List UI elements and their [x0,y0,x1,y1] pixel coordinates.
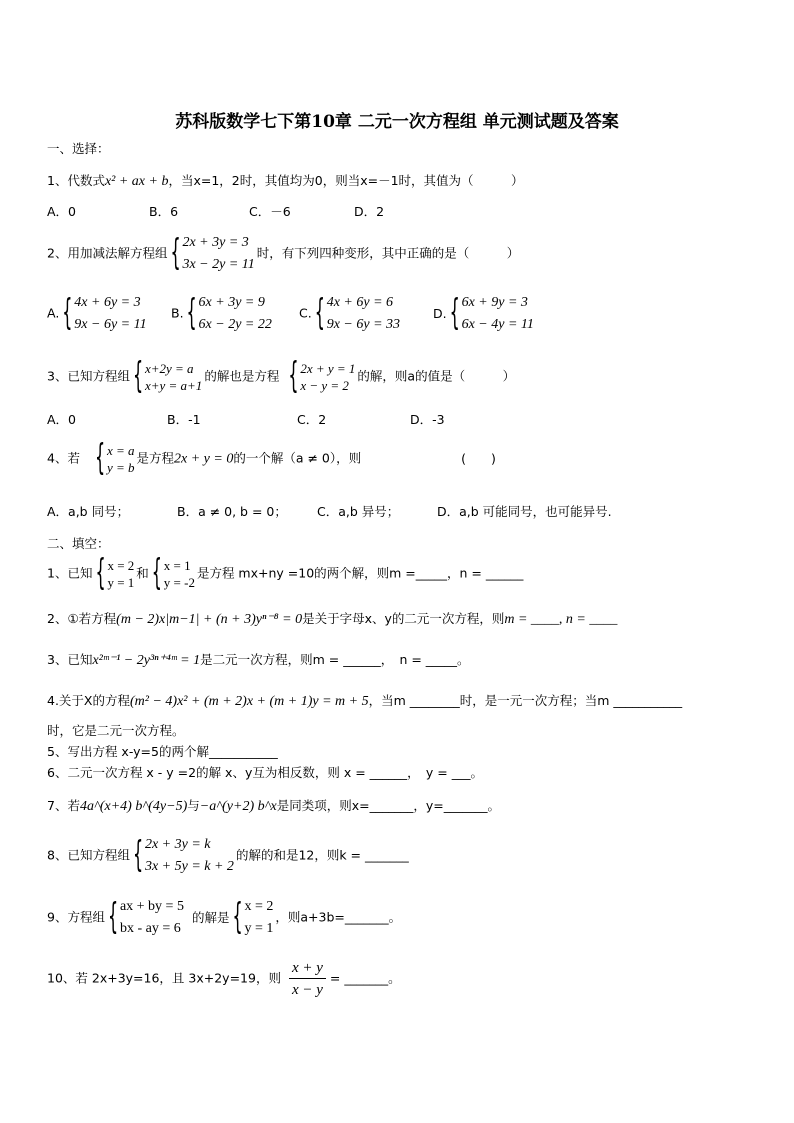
q2-option-d-system [453,292,534,336]
page-title: 苏科版数学七下第10章 二元一次方程组 单元测试题及答案 [175,112,619,132]
question-2 [47,232,519,276]
q2-option-b-system [190,292,272,336]
q2-option-b [171,292,299,336]
q3-sys1-eq-2: x+y = a+1 [144,378,203,393]
q2-equation-system [173,232,254,276]
q3-middle: 的解也是方程 [204,368,280,384]
f10-numerator: x + y [289,960,326,979]
f9-sys1-eq-2: bx - ay = 6 [119,921,181,936]
q3-system-2 [291,360,355,394]
f3-prefix: 3、已知 [47,652,93,667]
q2-option-d [429,295,536,332]
q4-equation: 2x + y = 0 [174,451,234,467]
f7-suffix: 是同类项，则x=_______，y=_______。 [276,798,500,813]
f2-prefix: 2、①若方程 [47,611,117,626]
q4-middle: 是方程 [136,450,174,466]
fill-question-1 [47,557,523,591]
q4-prefix: 4、若 [47,450,80,466]
q2-option-b-eq-2: 6x − 2y = 22 [198,317,272,332]
fill-question-2 [47,611,617,628]
q3-suffix: 的解，则a的值是（ ） [357,368,516,384]
q1-option-a: A．0 [47,204,77,219]
question-3-options [47,412,445,428]
f1-sys2-eq-2: y = -2 [163,575,195,590]
f4-expression: (m² − 4)x² + (m + 2)x + (m + 1)y = m + 5 [130,694,369,709]
q4-answer-paren: ( ) [461,450,496,466]
q1-option-b: B．6 [149,204,179,219]
q2-option-b-label: B. [171,305,184,321]
f4-middle: ，当m ________时，是一元一次方程；当m ___________ [368,693,683,708]
q2-option-c-label: C. [299,305,312,321]
question-4-options [47,504,612,520]
q2-option-d-eq-2: 6x − 4y = 11 [461,317,534,332]
f9-suffix: ，则a+3b=_______。 [275,909,402,925]
f8-suffix: 的解的和是12，则k = _______ [235,847,409,863]
q3-sys1-eq-1: { x+2y = a [144,361,194,376]
f10-suffix: = _______。 [329,970,401,986]
q3-sys2-eq-1: { 2x + y = 1 [300,361,356,376]
f10-prefix: 10、若 2x+3y=16，且 3x+2y=19，则 [47,970,281,986]
q4-suffix: 的一个解（a ≠ 0），则 [233,450,362,466]
q1-expression: x² + ax + b [104,174,169,189]
q2-option-a-eq-1: { 4x + 6y = 3 [74,295,141,310]
f8-system [136,834,234,878]
q4-eq-1: { x = a [106,443,135,458]
f1-suffix: 是方程 mx+ny =10的两个解，则m =_____，n = ______ [196,565,524,581]
q2-eq-1: { 2x + 3y = 3 [182,235,249,250]
q2-option-c-eq-2: 9x − 6y = 33 [326,317,401,332]
q3-option-d: D．-3 [410,412,445,427]
section-heading-fill: 二、填空： [47,536,110,551]
fill-question-7 [47,798,500,815]
question-1 [47,173,524,190]
f3-expression: x²ᵐ⁻¹ − 2y³ⁿ⁺⁴ᵐ = 1 [92,653,201,668]
fill-question-4 [47,693,682,710]
fill-question-5: 5、写出方程 x-y=5的两个解___________ [47,744,278,759]
q1-suffix: ，当x=1，2时，其值均为0，则当x=－1时，其值为（ ） [168,173,524,188]
fill-question-4-line-2: 时，它是二元一次方程。 [47,723,185,738]
q4-option-a: A．a,b 同号； [47,504,130,519]
f1-and: 和 [136,565,149,581]
f1-system-2 [155,557,195,591]
q2-option-d-label: D. [432,305,447,321]
q4-option-c: C．a,b 异号； [317,504,400,519]
q3-option-c: C．2 [297,412,327,427]
f1-sys1-eq-2: y = 1 [107,575,135,590]
q2-option-c [299,292,429,336]
fill-question-9 [47,896,401,940]
f2-expression: (m − 2)x|m−1| + (n + 3)yⁿ⁻⁸ = 0 [116,612,303,627]
fill-question-6: 6、二元一次方程 x - y =2的解 x、y互为相反数，则 x = ______， y = ___。 [47,765,483,780]
q4-eq-2: y = b [106,460,135,475]
q2-option-a-label: A. [47,305,60,321]
f2-answer-blanks: m = ____, n = ____ [504,612,618,627]
section-heading-choice: 一、选择： [47,141,110,156]
f8-prefix: 8、已知方程组 [47,847,130,863]
fill-question-8 [47,834,409,878]
question-3 [47,360,515,394]
f7-prefix: 7、若 [47,798,80,813]
q2-option-c-eq-1: { 4x + 6y = 6 [326,295,394,310]
f4-prefix: 4.关于X的方程 [47,693,130,708]
q2-option-b-eq-1: { 6x + 3y = 9 [198,295,265,310]
fill-question-10 [47,960,401,998]
q3-prefix: 3、已知方程组 [47,368,130,384]
f7-expression-1: 4a^(x+4) b^(4y−5) [79,799,188,814]
f10-denominator: x − y [291,982,323,998]
q3-option-a: A．0 [47,412,77,427]
q2-option-a-system [65,292,146,336]
q2-eq-2: 3x − 2y = 11 [182,257,255,272]
q3-option-b: B．-1 [167,412,201,427]
q1-option-d: D．2 [354,204,385,219]
f9-sys1-eq-1: { ax + by = 5 [119,899,184,914]
q3-sys2-eq-2: x − y = 2 [300,378,349,393]
f9-system-1 [111,896,184,940]
q4-option-b: B．a ≠ 0, b = 0； [177,504,287,519]
f1-sys1-eq-1: { x = 2 [107,558,135,573]
fill-question-3 [47,652,470,669]
q4-option-d: D．a,b 可能同号，也可能异号. [437,504,612,519]
f8-eq-1: { 2x + 3y = k [144,837,211,852]
f2-suffix: 是关于字母x、y的二元一次方程，则 [302,611,505,626]
f1-sys2-eq-1: { x = 1 [163,558,191,573]
q2-suffix: 时，有下列四种变形，其中正确的是（ ） [256,245,520,261]
question-4 [47,442,496,476]
q2-option-d-eq-1: { 6x + 9y = 3 [461,295,528,310]
f7-middle: 与 [187,798,200,813]
f10-fraction [289,960,326,998]
q1-prefix: 1、代数式 [47,173,105,188]
f9-middle: 的解是 [191,909,230,925]
f7-expression-2: −a^(y+2) b^x [199,799,277,814]
f3-suffix: 是二元一次方程，则m = ______， n = _____。 [200,652,470,667]
q1-option-c: C．－6 [249,204,291,219]
q3-system-1 [136,360,202,394]
f9-system-2 [235,896,273,940]
f9-sys2-eq-1: { x = 2 [244,899,274,914]
question-1-options [47,204,384,220]
q2-option-a [47,292,171,336]
q4-system [98,442,135,476]
q2-option-c-system [318,292,400,336]
f8-eq-2: 3x + 5y = k + 2 [144,859,234,874]
f9-sys2-eq-2: y = 1 [244,921,274,936]
f9-prefix: 9、方程组 [47,909,105,925]
q2-prefix: 2、用加减法解方程组 [47,245,168,261]
f1-prefix: 1、已知 [47,565,93,581]
question-2-options [47,292,536,336]
f1-system-1 [98,557,134,591]
q2-option-a-eq-2: 9x − 6y = 11 [74,317,147,332]
